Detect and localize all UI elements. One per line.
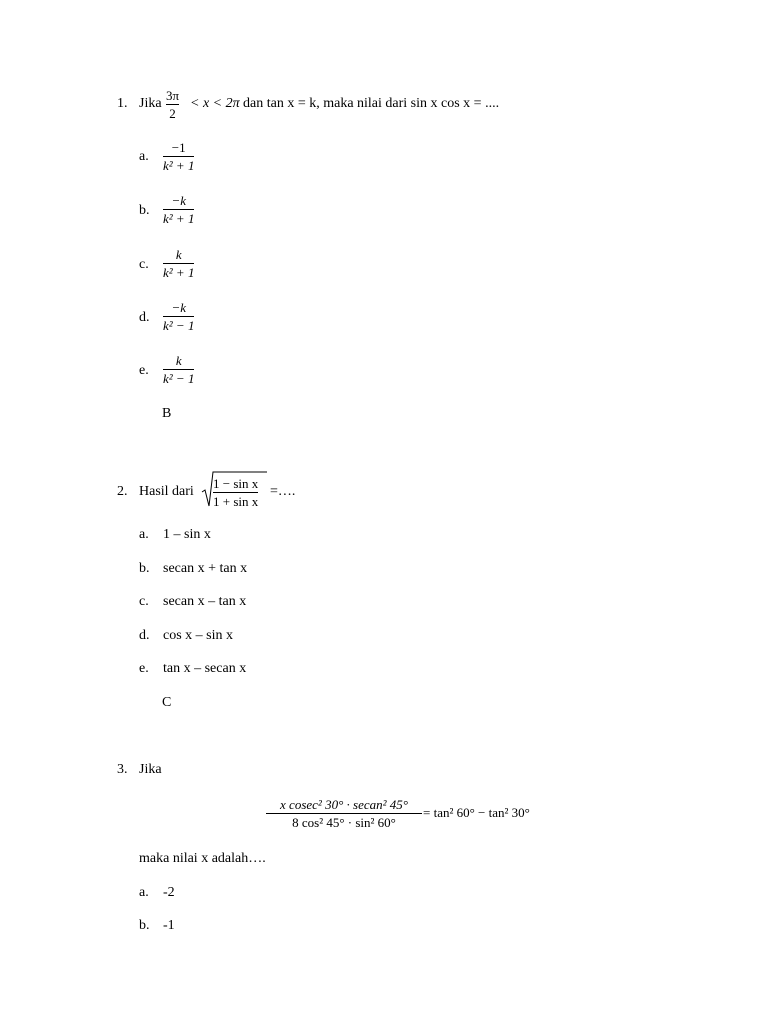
option-letter: b. bbox=[139, 561, 150, 576]
option-letter: b. bbox=[139, 918, 150, 933]
fraction-numerator: k bbox=[175, 353, 182, 368]
equation-fraction bbox=[266, 797, 422, 830]
fraction-denominator: 2 bbox=[169, 106, 176, 121]
question-number: 3. bbox=[117, 762, 128, 777]
option-text: -2 bbox=[163, 885, 175, 900]
question-prefix: Jika bbox=[139, 762, 162, 777]
fraction-denominator: k² + 1 bbox=[163, 265, 195, 280]
option-letter: e. bbox=[139, 363, 149, 378]
option-letter: c. bbox=[139, 257, 149, 272]
option-letter: e. bbox=[139, 661, 149, 676]
fraction-denominator: k² − 1 bbox=[163, 318, 195, 333]
fraction-denominator: k² + 1 bbox=[163, 158, 195, 173]
option-text: cos x – sin x bbox=[163, 628, 233, 643]
fraction-denominator: k² − 1 bbox=[163, 371, 195, 386]
question-text: dan tan x = k, maka nilai dari sin x cos x = .... bbox=[243, 96, 500, 111]
question-prefix: Hasil dari bbox=[139, 484, 194, 499]
fraction-numerator: −k bbox=[171, 300, 186, 315]
option-letter: b. bbox=[139, 203, 150, 218]
fraction-bar bbox=[163, 156, 194, 157]
fraction-sin-ratio bbox=[213, 476, 258, 509]
fraction-bar bbox=[213, 492, 258, 493]
option-b-fraction bbox=[163, 193, 194, 226]
option-text: -1 bbox=[163, 918, 175, 933]
option-a-fraction bbox=[163, 140, 194, 173]
question-suffix: =…. bbox=[270, 484, 296, 499]
fraction-bar bbox=[163, 316, 194, 317]
fraction-denominator: 1 + sin x bbox=[213, 494, 259, 509]
option-text: 1 – sin x bbox=[163, 527, 211, 542]
option-text: tan x – secan x bbox=[163, 661, 247, 676]
fraction-numerator: x cosec² 30° · secan² 45° bbox=[280, 797, 408, 812]
option-letter: d. bbox=[139, 628, 150, 643]
option-letter: d. bbox=[139, 310, 150, 325]
fraction-denominator: 8 cos² 45° · sin² 60° bbox=[292, 815, 396, 830]
question-number: 2. bbox=[117, 484, 128, 499]
fraction-bar bbox=[163, 263, 194, 264]
answer-key: C bbox=[162, 695, 172, 710]
option-e-fraction bbox=[163, 353, 194, 386]
question-number: 1. bbox=[117, 96, 128, 111]
option-c-fraction bbox=[163, 247, 194, 280]
fraction-bar bbox=[266, 813, 422, 814]
fraction-numerator: 3π bbox=[166, 88, 180, 103]
fraction-numerator: −1 bbox=[171, 140, 186, 155]
option-letter: a. bbox=[139, 149, 149, 164]
question-text: maka nilai x adalah…. bbox=[139, 851, 266, 866]
fraction-bar bbox=[166, 104, 179, 105]
option-d-fraction bbox=[163, 300, 194, 333]
option-letter: a. bbox=[139, 885, 149, 900]
fraction-bar bbox=[163, 209, 194, 210]
option-letter: a. bbox=[139, 527, 149, 542]
fraction-denominator: k² + 1 bbox=[163, 211, 195, 226]
answer-key: B bbox=[162, 406, 172, 421]
fraction-numerator: −k bbox=[171, 193, 186, 208]
fraction-numerator: k bbox=[175, 247, 182, 262]
option-letter: c. bbox=[139, 594, 149, 609]
question-prefix: Jika bbox=[139, 96, 162, 111]
fraction-three-pi-over-two bbox=[166, 88, 179, 121]
option-text: secan x – tan x bbox=[163, 594, 247, 609]
option-text: secan x + tan x bbox=[163, 561, 248, 576]
equation-rhs: = tan² 60° − tan² 30° bbox=[423, 805, 530, 820]
inequality: < x < 2π bbox=[190, 96, 240, 111]
fraction-numerator: 1 − sin x bbox=[213, 476, 259, 491]
fraction-bar bbox=[163, 369, 194, 370]
